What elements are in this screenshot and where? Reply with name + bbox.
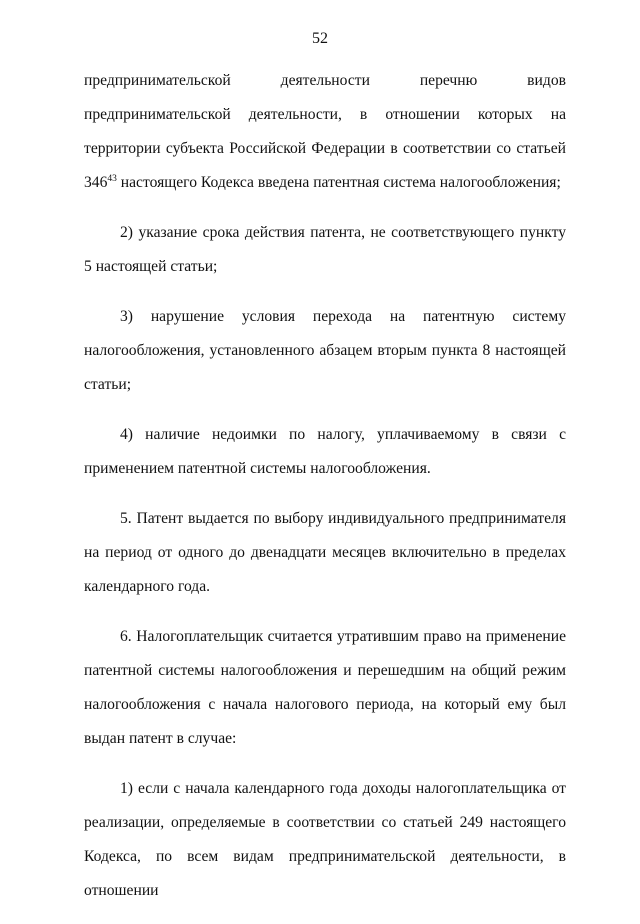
paragraph-item-4: 4) наличие недоимки по налогу, уплачиваемому в связи с применением патентной системы налогообложения. [84,426,566,477]
paragraph-item-3: 3) нарушение условия перехода на патентную систему налогообложения, установленного абзацем вторым пункта 8 настоящей статьи; [84,308,566,393]
paragraph-text: настоящего Кодекса введена патентная система налогообложения; [116,174,561,191]
article-superscript: 43 [107,174,117,184]
paragraph-text: предпринимательской деятельности перечню видов предпринимательской деятельности, в отношении которых на территории субъекта Российской Федерации в соответствии со статьей 346 [84,72,566,191]
paragraph-item-2: 2) указание срока действия патента, не соответствующего пункту 5 настоящей статьи; [84,224,566,275]
paragraph-subitem-1: 1) если с начала календарного года доходы налогоплательщика от реализации, определяемые в соответствии со статьей 249 настоящего Кодекса, по всем видам предпринимательской деятельности, в отношении [84,780,566,899]
paragraph-point-5: 5. Патент выдается по выбору индивидуального предпринимателя на период от одного до двенадцати месяцев включительно в пределах календарного года. [84,510,566,595]
page-number: 52 [312,30,328,47]
document-body [84,64,566,924]
paragraph-continuation [84,64,566,200]
paragraph-point-6: 6. Налогоплательщик считается утратившим право на применение патентной системы налогообложения и перешедшим на общий режим налогообложения с начала налогового периода, на который ему был выдан патент в случае: [84,628,566,747]
